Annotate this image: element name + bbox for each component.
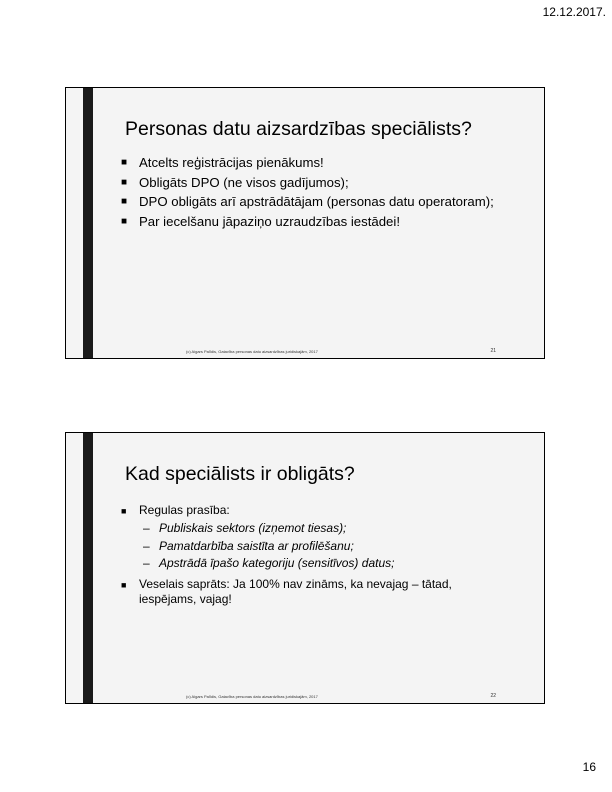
slide-21 [65, 87, 545, 359]
slide-number: 22 [490, 693, 496, 699]
bullet-item [119, 193, 496, 210]
slide-22 [65, 432, 545, 704]
square-bullet-icon: ■ [121, 215, 128, 227]
square-bullet-icon: ■ [121, 196, 128, 207]
bullet-list [119, 503, 496, 612]
header-date: 12.12.2017. [542, 5, 606, 19]
bullet-text: Atcelts reģistrācijas pienākums! [139, 155, 324, 170]
square-bullet-icon: ■ [121, 157, 128, 168]
bullet-item [119, 213, 496, 230]
dash-bullet-icon: – [143, 538, 150, 553]
dash-bullet-icon: – [143, 521, 150, 535]
slide-title: Kad speciālists ir obligāts? [125, 463, 355, 485]
sub-item [139, 556, 496, 572]
slide-footer: (c) Aigars Palīdis, Gatavība personas datu aizsardzības juridiskajām, 2017 [186, 694, 318, 699]
bullet-text: DPO obligāts arī apstrādātājam (personas datu operatoram); [139, 194, 494, 209]
bullet-text: Veselais saprāts: Ja 100% nav zināms, ka nevajag – tātad, iespējams, vajag! [139, 576, 452, 606]
bullet-item [119, 577, 496, 607]
sub-list [139, 521, 496, 572]
bullet-item [119, 174, 496, 191]
square-bullet-icon: ■ [121, 579, 127, 590]
slide-number: 21 [490, 348, 496, 354]
sub-item [139, 539, 496, 555]
dash-bullet-icon: – [143, 556, 150, 570]
slide-accent-bar [83, 433, 93, 703]
slide-accent-bar [83, 88, 93, 358]
bullet-text: Regulas prasība: [139, 503, 230, 517]
bullet-list [119, 154, 496, 232]
slide-footer: (c) Aigars Palīdis, Gatavība personas datu aizsardzības juridiskajām, 2017 [186, 349, 318, 354]
bullet-item [119, 154, 496, 171]
sub-item-text: Apstrādā īpašo kategoriju (sensitīvos) datus; [159, 556, 395, 570]
square-bullet-icon: ■ [121, 506, 127, 516]
bullet-item [119, 503, 496, 572]
bullet-text: Obligāts DPO (ne visos gadījumos); [139, 174, 349, 190]
square-bullet-icon: ■ [121, 176, 128, 188]
sub-item [139, 521, 496, 537]
sub-item-text: Publiskais sektors (izņemot tiesas); [159, 521, 347, 535]
sub-item-text: Pamatdarbība saistīta ar profilēšanu; [159, 538, 354, 553]
bullet-text: Par iecelšanu jāpaziņo uzraudzības iestādei! [139, 213, 400, 229]
page-number: 16 [582, 760, 596, 774]
slide-title: Personas datu aizsardzības speciālists? [125, 118, 472, 140]
